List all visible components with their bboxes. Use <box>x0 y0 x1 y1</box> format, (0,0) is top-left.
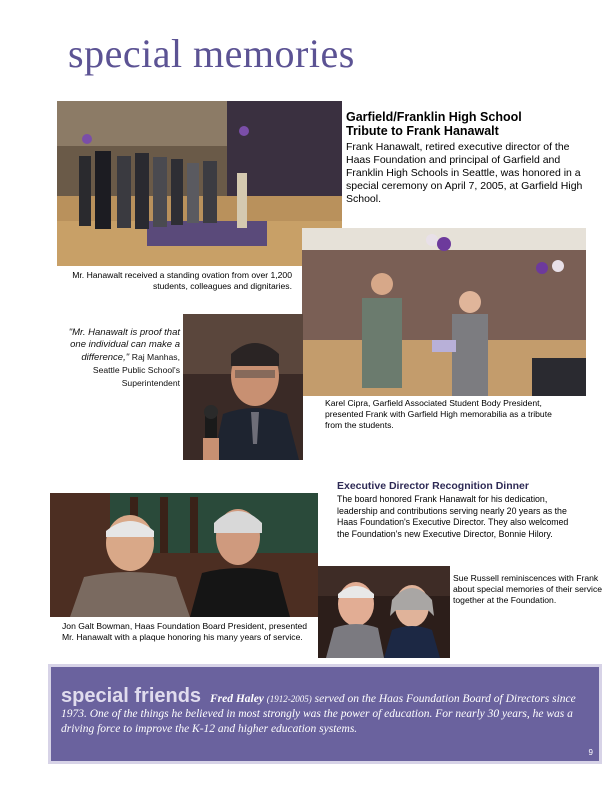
bowman-caption: Jon Galt Bowman, Haas Foundation Board President, presented Mr. Hanawalt with a plaque honoring his many years of service. <box>62 621 308 642</box>
dinner-heading: Executive Director Recognition Dinner <box>337 480 529 492</box>
quote-text: "Mr. Hanawalt is proof that one individual can make a difference," <box>68 327 180 363</box>
manhas-quote <box>60 327 180 390</box>
quote-attr-line1: Raj Manhas, <box>131 352 180 362</box>
friends-body: served on the Haas Foundation Board of Directors since 1973. One of the things he believed in most strongly was the power of education. For nearly 30 years, he was a driving force to improve the K-12 and higher education systems. <box>61 693 576 735</box>
garfield-heading-line1: Garfield/Franklin High School <box>346 110 522 124</box>
special-friends-banner <box>48 664 602 764</box>
page-number: 9 <box>588 748 593 757</box>
garfield-heading <box>346 110 586 138</box>
friends-years: (1912-2005) <box>266 694 312 704</box>
special-friends-text <box>61 685 587 737</box>
student-presentation-photo <box>302 228 586 396</box>
superintendent-photo <box>183 314 303 460</box>
bowman-hanawalt-photo <box>50 493 318 617</box>
friends-name: Fred Haley <box>209 693 264 705</box>
special-friends-heading: special friends <box>61 685 202 707</box>
russell-caption: Sue Russell reminiscences with Frank about special memories of their service together at the Foundation. <box>453 573 603 605</box>
russell-hanawalt-photo <box>318 566 450 658</box>
dinner-body: The board honored Frank Hanawalt for his dedication, leadership and contributions serving nearly 20 years as the Haas Foundation's Executive Director. They also welcomed the Foundation's new Executive Director, Bonnie Hilory. <box>337 494 569 539</box>
cipra-caption: Karel Cipra, Garfield Associated Student Body President, presented Frank with Garfield High memorabilia as a tribute from the students. <box>325 398 552 430</box>
ovation-caption: Mr. Hanawalt received a standing ovation from over 1,200 students, colleagues and dignitaries. <box>72 270 292 291</box>
gym-ceremony-photo <box>57 101 342 266</box>
garfield-heading-line2: Tribute to Frank Hanawalt <box>346 124 499 138</box>
quote-attr-line3: Superintendent <box>121 378 180 388</box>
garfield-body: Frank Hanawalt, retired executive director of the Haas Foundation and principal of Garfield and Franklin High Schools in Seattle, was honored in a special ceremony on April 7, 2005, at Garfield High School. <box>346 141 583 205</box>
quote-attr-line2: Seattle Public School's <box>92 365 180 375</box>
page-title: special memories <box>68 31 355 76</box>
